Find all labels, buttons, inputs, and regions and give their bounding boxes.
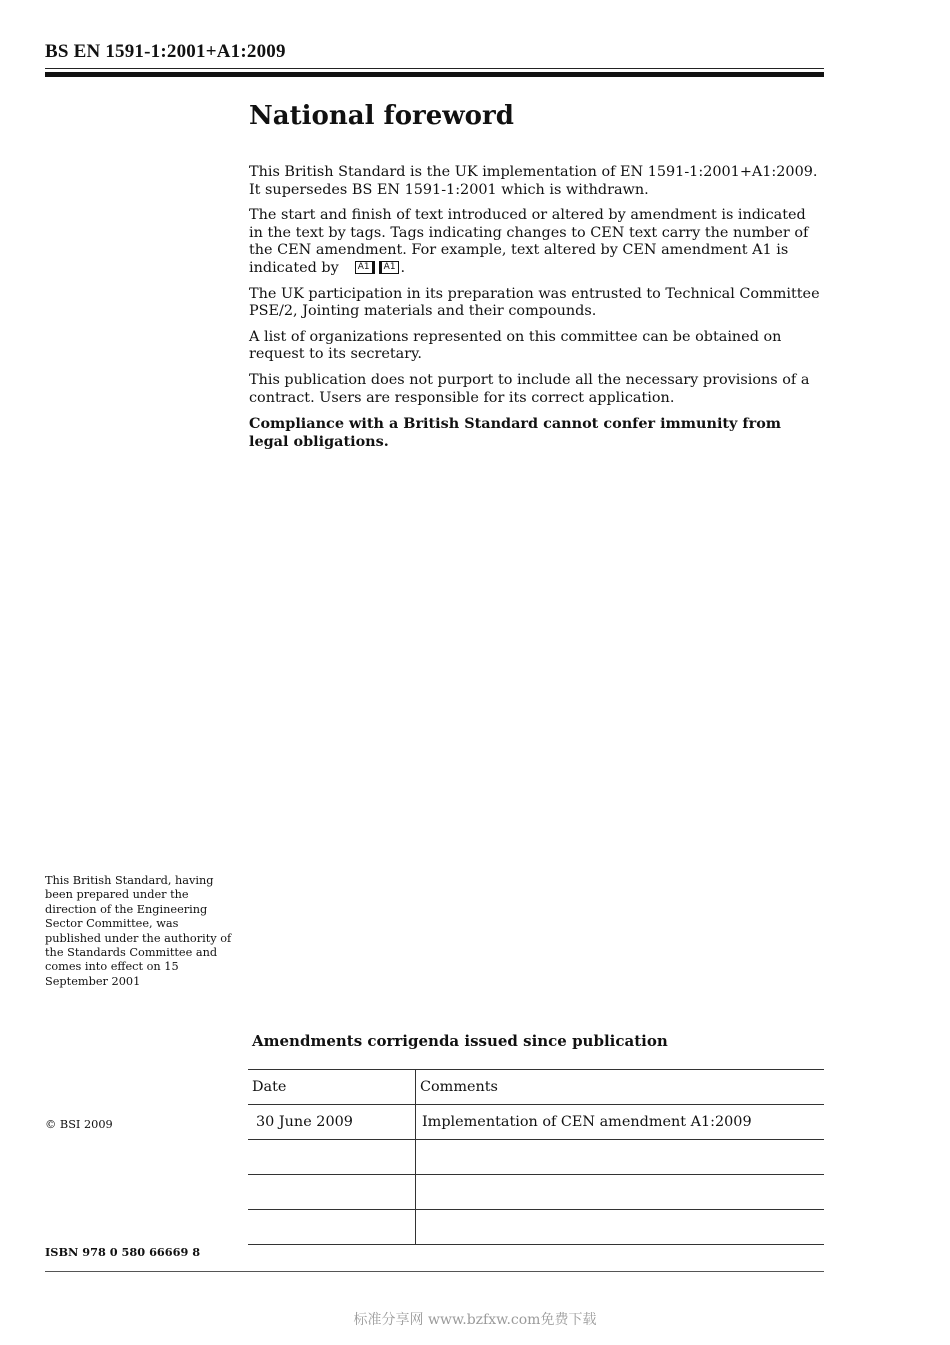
footer-rule bbox=[45, 1271, 824, 1272]
amendments-title: Amendments corrigenda issued since publication bbox=[252, 1032, 668, 1050]
foreword-body bbox=[249, 164, 821, 458]
paragraph-amendment-tags bbox=[249, 207, 821, 277]
amendment-date-cell bbox=[248, 1140, 416, 1175]
paragraph-amendment-tags-text: The start and finish of text introduced or altered by amendment is indicated in the text by tags. Tags indicating changes to CEN text carry the number of the CEN amendment. For example, text altered by CEN amendment A1 is indicated by bbox=[249, 207, 809, 276]
amendment-comments-cell bbox=[416, 1175, 825, 1210]
table-row bbox=[248, 1210, 824, 1245]
table-row bbox=[248, 1105, 824, 1140]
copyright-notice: © BSI 2009 bbox=[45, 1118, 113, 1131]
table-row bbox=[248, 1140, 824, 1175]
amendment-date-cell bbox=[248, 1210, 416, 1245]
amendments-table bbox=[248, 1069, 824, 1245]
amendment-close-tag-icon: A1 bbox=[379, 261, 399, 274]
amendment-comments-cell bbox=[416, 1210, 825, 1245]
page-title: National foreword bbox=[249, 101, 514, 131]
header-rule-thin bbox=[45, 68, 824, 69]
amendments-header-row bbox=[248, 1070, 824, 1105]
paragraph-amendment-tags-end: . bbox=[400, 259, 406, 276]
amendment-date-cell: 30 June 2009 bbox=[248, 1105, 416, 1140]
amendment-open-tag-icon: A1 bbox=[355, 261, 375, 274]
amendment-date-cell bbox=[248, 1175, 416, 1210]
paragraph-compliance: Compliance with a British Standard cannot confer immunity from legal obligations. bbox=[249, 415, 782, 450]
amendments-header-comments: Comments bbox=[416, 1070, 825, 1105]
paragraph-committee: The UK participation in its preparation was entrusted to Technical Committee PSE/2, Jointing materials and their compounds. bbox=[249, 285, 820, 320]
amendments-header-date: Date bbox=[248, 1070, 416, 1105]
amendment-comments-cell: Implementation of CEN amendment A1:2009 bbox=[416, 1105, 825, 1140]
paragraph-implementation: This British Standard is the UK implementation of EN 1591-1:2001+A1:2009. It supersedes BS EN 1591-1:2001 which is withdrawn. bbox=[249, 164, 818, 198]
paragraph-provisions: This publication does not purport to include all the necessary provisions of a contract. Users are responsible for its correct application. bbox=[249, 371, 810, 406]
isbn-number: ISBN 978 0 580 66669 8 bbox=[45, 1245, 201, 1259]
amendment-comments-cell bbox=[416, 1140, 825, 1175]
watermark-text: 标准分享网 www.bzfxw.com免费下载 bbox=[353, 1312, 597, 1328]
paragraph-organizations: A list of organizations represented on this committee can be obtained on request to its secretary. bbox=[249, 328, 782, 363]
document-header-title: BS EN 1591-1:2001+A1:2009 bbox=[45, 41, 286, 62]
header-rule-thick bbox=[45, 72, 824, 77]
sidebar-publication-note: This British Standard, having been prepared under the direction of the Engineering Sector Committee, was published under the authority of the Standards Committee and comes into effect on 15 September 2001 bbox=[45, 874, 232, 988]
table-row bbox=[248, 1175, 824, 1210]
